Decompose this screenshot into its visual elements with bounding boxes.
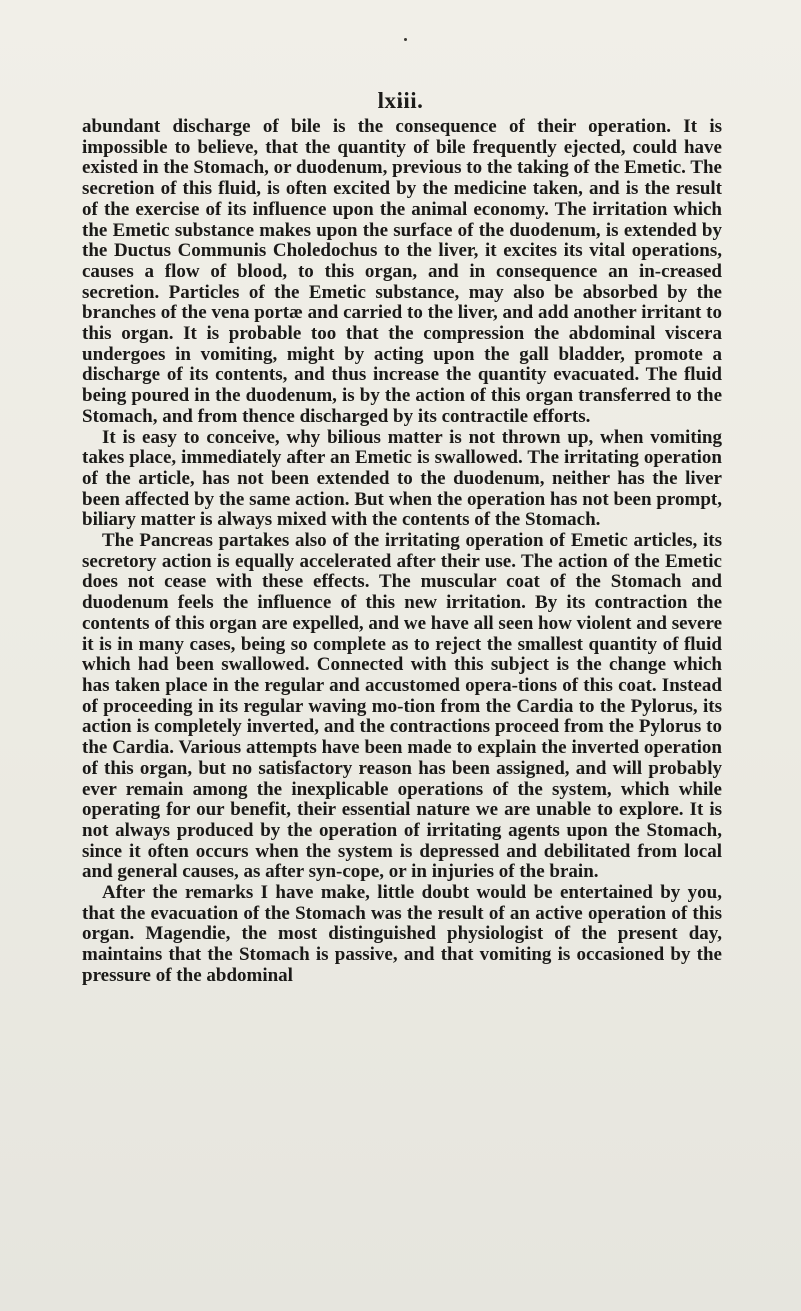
paragraph-1: abundant discharge of bile is the consequence of their operation. It is impossible to believe, that the quantity of bile frequently ejected, could have existed in the Stomach, or duodenum, previous to the taking of the Emetic. The secretion of this fluid, is often excited by the medicine taken, and is the result of the exercise of its influence upon the animal economy. The irritation which the Emetic substance makes upon the surface of the duodenum, is extended by the Ductus Communis Choledochus to the liver, it excites its vital operations, causes a flow of blood, to this organ, and in consequence an in-creased secretion. Particles of the Emetic substance, may also be absorbed by the branches of the vena portæ and carried to the liver, and add another irritant to this organ. It is probable too that the compression the abdominal viscera undergoes in vomiting, might by acting upon the gall bladder, promote a discharge of its contents, and thus increase the quantity evacuated. The fluid being poured in the duodenum, is by the action of this organ transferred to the Stomach, and from thence discharged by its contractile efforts. xyxy=(82,116,722,427)
page-number: lxiii. xyxy=(377,88,424,113)
paragraph-2: It is easy to conceive, why bilious matter is not thrown up, when vomiting takes place, immediately after an Emetic is swallowed. The irritating operation of the article, has not been extended to the duodenum, neither has the liver been affected by the same action. But when the operation has not been prompt, biliary matter is always mixed with the contents of the Stomach. xyxy=(82,426,722,531)
ink-speck xyxy=(404,38,407,41)
paragraph-3: The Pancreas partakes also of the irritating operation of Emetic articles, its secretory action is equally accelerated after their use. The action of the Emetic does not cease with these effects. The muscular coat of the Stomach and duodenum feels the influence of this new irritation. By its contraction the contents of this organ are expelled, and we have all seen how violent and severe it is in many cases, being so complete as to reject the smallest quantity of fluid which had been swallowed. Connected with this subject is the change which has taken place in the regular and accustomed opera-tions of this coat. Instead of proceeding in its regular waving mo-tion from the Cardia to the Pylorus, its action is completely inverted, and the contractions proceed from the Pylorus to the Cardia. Various attempts have been made to explain the inverted operation of this organ, but no satisfactory reason has been assigned, and will probably ever remain among the inexplicable operations of the system, which while operating for our benefit, their essential nature we are unable to explore. It is not always produced by the operation of irritating agents upon the Stomach, since it often occurs when the system is depressed and debilitated from local and general causes, as after syn-cope, or in injuries of the brain. xyxy=(82,530,722,883)
paragraph-4: After the remarks I have make, little doubt would be entertained by you, that the evacuation of the Stomach was the result of an active operation of this organ. Magendie, the most distinguished physiologist of the present day, maintains that the Stomach is passive, and that vomiting is occasioned by the pressure of the abdominal xyxy=(82,882,722,986)
body-text xyxy=(82,117,722,987)
